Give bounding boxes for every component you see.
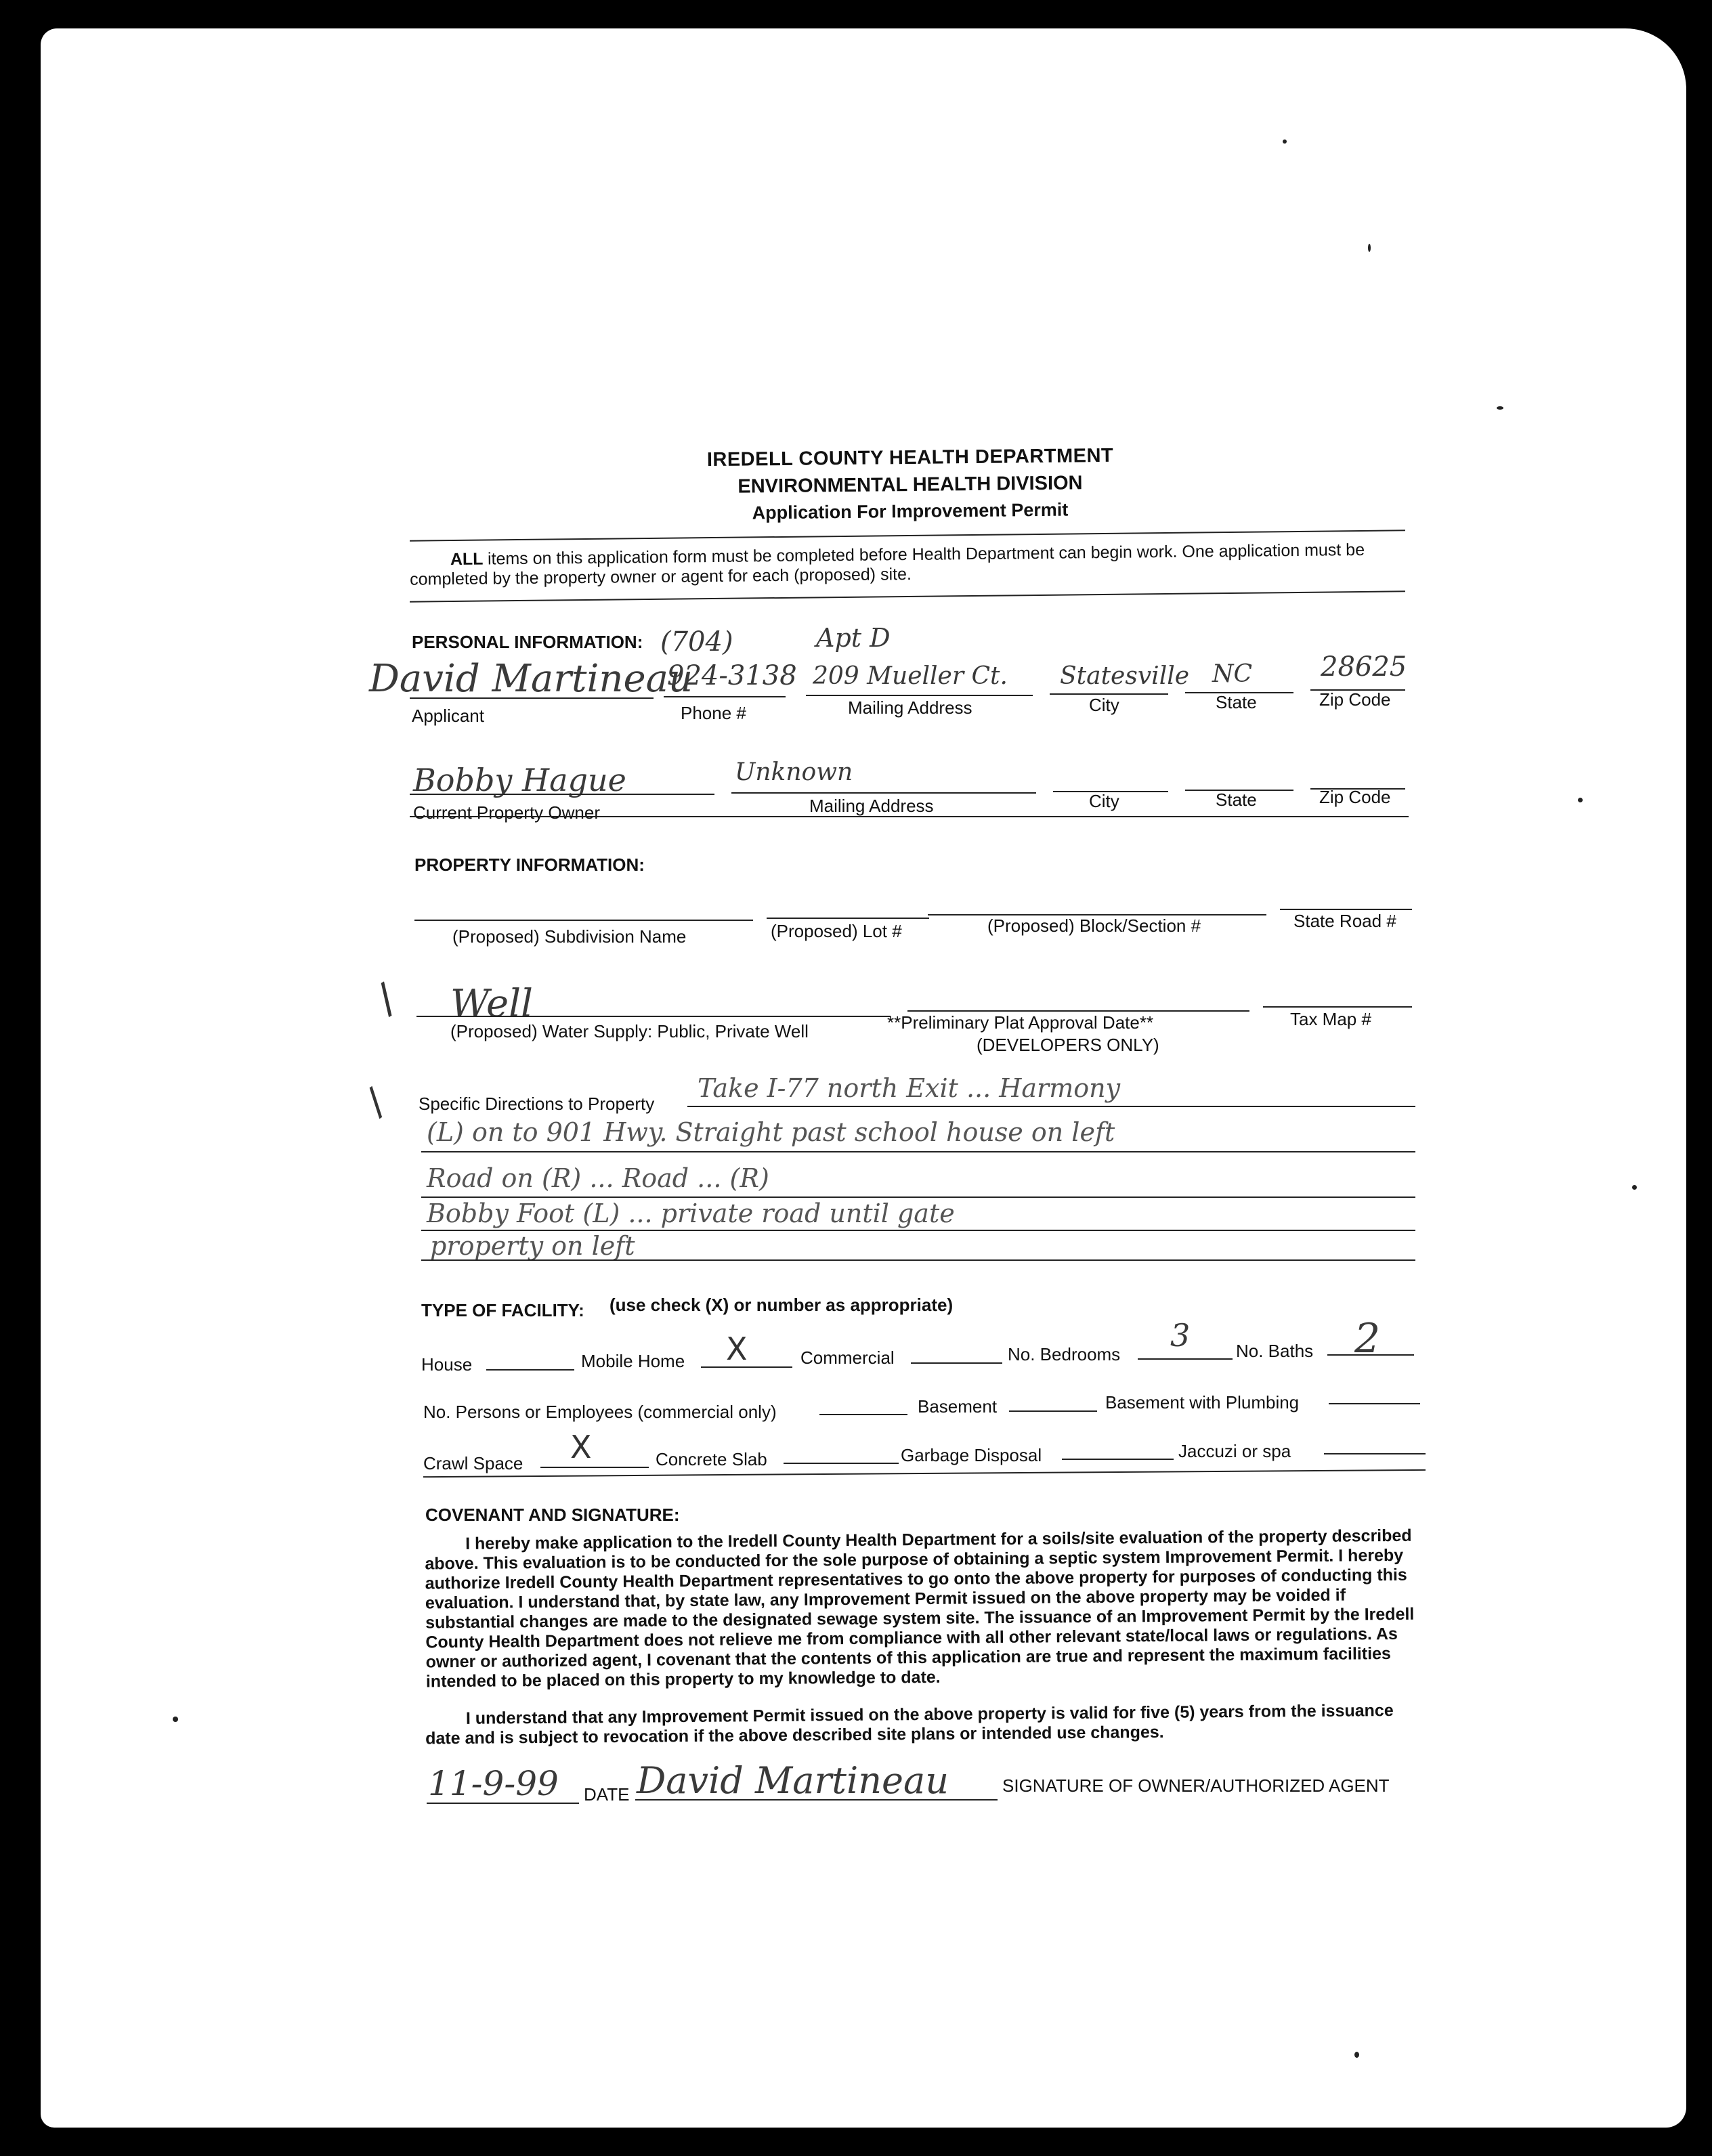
directions-line-5[interactable]: property on left	[430, 1231, 635, 1261]
owner-mailing-label: Mailing Address	[809, 796, 934, 816]
department-title: IREDELL COUNTY HEALTH DEPARTMENT	[706, 444, 1114, 471]
scan-speck	[1368, 244, 1371, 252]
jacuzzi-line	[1324, 1453, 1426, 1454]
signature-label: SIGNATURE OF OWNER/AUTHORIZED AGENT	[1002, 1775, 1390, 1796]
date-value[interactable]: 11-9-99	[428, 1764, 559, 1803]
mailing-value[interactable]: 209 Mueller Ct.	[813, 662, 1008, 690]
mobile-label: Mobile Home	[581, 1351, 685, 1371]
persons-label: No. Persons or Employees (commercial only)	[423, 1402, 777, 1422]
crawl-value[interactable]: X	[570, 1429, 592, 1465]
check-mark-directions: /	[358, 1080, 393, 1124]
scan-speck	[173, 1717, 178, 1722]
block-label: (Proposed) Block/Section #	[987, 915, 1201, 936]
owner-city-label: City	[1089, 791, 1119, 811]
owner-line	[410, 794, 714, 795]
subdivision-label: (Proposed) Subdivision Name	[452, 926, 687, 947]
taxmap-line	[1263, 1006, 1412, 1008]
garbage-label: Garbage Disposal	[901, 1445, 1042, 1465]
persons-line	[819, 1414, 907, 1415]
applicant-label: Applicant	[412, 706, 484, 726]
bedrooms-value[interactable]: 3	[1170, 1317, 1191, 1354]
road-label: State Road #	[1293, 911, 1396, 931]
owner-label: Current Property Owner	[413, 802, 600, 823]
mailing-label: Mailing Address	[848, 697, 972, 718]
garbage-line	[1062, 1459, 1174, 1460]
phone-label: Phone #	[681, 703, 746, 723]
mobile-line	[701, 1366, 792, 1368]
baths-line	[1327, 1354, 1414, 1356]
directions-rule-5	[421, 1259, 1415, 1261]
commercial-label: Commercial	[800, 1348, 895, 1368]
subdivision-line	[414, 920, 753, 921]
plat-note: (DEVELOPERS ONLY)	[977, 1035, 1159, 1055]
jacuzzi-label: Jaccuzi or spa	[1178, 1441, 1291, 1461]
lot-line	[767, 918, 929, 919]
property-heading: PROPERTY INFORMATION:	[414, 855, 645, 875]
personal-heading: PERSONAL INFORMATION:	[412, 632, 643, 652]
applicant-line	[410, 697, 654, 699]
intro-bold: ALL	[450, 549, 484, 569]
baths-value[interactable]: 2	[1354, 1315, 1381, 1362]
directions-line-4[interactable]: Bobby Foot (L) ... private road until gate	[427, 1199, 955, 1228]
commercial-line	[911, 1362, 1002, 1364]
directions-rule-2	[421, 1151, 1415, 1152]
date-line	[427, 1803, 579, 1804]
lot-label: (Proposed) Lot #	[771, 921, 902, 941]
division-title: ENVIRONMENTAL HEALTH DIVISION	[737, 472, 1083, 498]
road-line	[1280, 909, 1412, 910]
covenant-paragraph: I hereby make application to the Iredell County Health Department for a soils/site evaluation of the property described above. This evaluation is to be conducted for the sole purpose of obtaining a septic system Improvement Permit. I hereby authorize Iredell County Health Department representatives to go onto the above property for purposes of conducting this evaluation. I understand that, by state law, any Improvement Permit issued on the above property may be voided if substantial changes are made to the designated sewage system site. The issuance of an Improvement Permit by the Iredell County Health Department does not relieve me from compliance with all other relevant state/local laws or regulations. As owner or authorized agent, I covenant that the contents of this application are true and represent the maximum facilities intended to be placed on this property to my knowledge to date.	[425, 1526, 1415, 1691]
state-label: State	[1216, 692, 1257, 712]
covenant-heading: COVENANT AND SIGNATURE:	[425, 1505, 680, 1525]
area-code-value[interactable]: (704)	[660, 626, 733, 657]
basement-plumbing-label: Basement with Plumbing	[1105, 1392, 1300, 1413]
owner-mailing-value[interactable]: Unknown	[735, 758, 853, 786]
mailing-line	[806, 695, 1033, 696]
intro-body: items on this application form must be completed before Health Department can begin work. One application must be completed by the property owner or agent for each (proposed) site.	[410, 540, 1365, 589]
zip-label: Zip Code	[1319, 689, 1391, 710]
water-label: (Proposed) Water Supply: Public, Private Well	[450, 1021, 809, 1041]
signature-line	[635, 1799, 998, 1801]
mobile-value[interactable]: X	[726, 1331, 748, 1367]
owner-zip-label: Zip Code	[1319, 787, 1391, 807]
directions-rule-1	[687, 1106, 1415, 1107]
plat-line	[907, 1010, 1249, 1012]
directions-line-2[interactable]: (L) on to 901 Hwy. Straight past school house on left	[427, 1117, 1115, 1147]
signature-value[interactable]: David Martineau	[637, 1759, 949, 1802]
basement-label: Basement	[918, 1396, 998, 1417]
state-value[interactable]: NC	[1212, 660, 1253, 688]
scan-speck	[1283, 139, 1287, 144]
permit-validity-paragraph: I understand that any Improvement Permit issued on the above property is valid for five (5) years from the issuance date and is subject to revocation if the above described site plans or intended use changes.	[425, 1700, 1394, 1748]
owner-value[interactable]: Bobby Hague	[413, 762, 626, 798]
directions-line-3[interactable]: Road on (R) ... Road ... (R)	[427, 1163, 769, 1193]
owner-mailing-line	[731, 792, 1036, 794]
personal-rule	[410, 816, 1409, 817]
apt-value[interactable]: Apt D	[816, 623, 891, 653]
directions-rule-3	[421, 1196, 1415, 1198]
plat-label: **Preliminary Plat Approval Date**	[887, 1012, 1154, 1033]
slab-label: Concrete Slab	[656, 1449, 767, 1469]
scan-speck	[1578, 798, 1583, 802]
applicant-value[interactable]: David Martineau	[369, 657, 693, 701]
directions-label: Specific Directions to Property	[419, 1094, 655, 1114]
slab-line	[784, 1463, 899, 1464]
city-value[interactable]: Statesville	[1060, 662, 1190, 690]
owner-state-label: State	[1216, 790, 1257, 810]
check-mark-water: /	[368, 974, 404, 1023]
zip-value[interactable]: 28625	[1321, 651, 1407, 683]
date-label: DATE	[584, 1784, 630, 1805]
scan-speck	[1632, 1185, 1637, 1190]
scan-speck	[1497, 406, 1503, 410]
facility-heading: TYPE OF FACILITY:	[421, 1300, 584, 1320]
house-label: House	[421, 1354, 473, 1375]
basement-line	[1009, 1410, 1097, 1412]
scan-speck	[1354, 2052, 1359, 2058]
bedrooms-line	[1138, 1358, 1233, 1360]
crawl-line	[540, 1467, 649, 1468]
phone-line	[664, 696, 786, 697]
phone-value[interactable]: 924-3138	[667, 660, 797, 691]
bedrooms-label: No. Bedrooms	[1008, 1344, 1121, 1364]
water-value[interactable]: Well	[450, 982, 533, 1026]
taxmap-label: Tax Map #	[1290, 1009, 1371, 1029]
form-title: Application For Improvement Permit	[752, 499, 1069, 523]
directions-line-1[interactable]: Take I-77 north Exit ... Harmony	[698, 1073, 1121, 1103]
house-line	[486, 1369, 574, 1371]
basement-plumbing-line	[1329, 1403, 1420, 1404]
facility-subheading: (use check (X) or number as appropriate)	[609, 1295, 954, 1315]
water-line	[416, 1016, 891, 1017]
baths-label: No. Baths	[1236, 1341, 1314, 1361]
crawl-label: Crawl Space	[423, 1453, 523, 1473]
city-label: City	[1089, 695, 1119, 715]
